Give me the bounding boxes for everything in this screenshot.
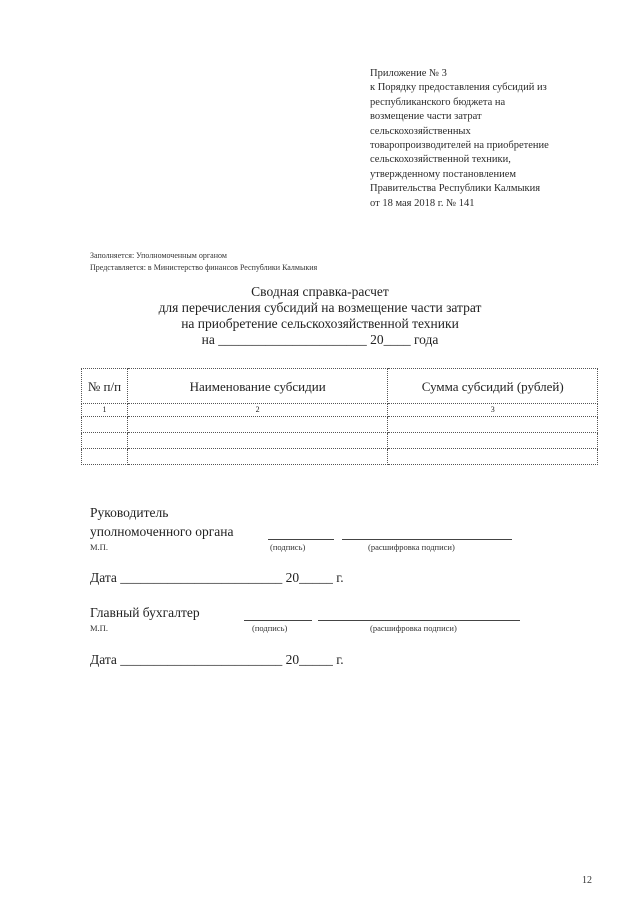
- title-line-2: для перечисления субсидий на возмещение части затрат: [158, 300, 482, 315]
- stamp-mark: М.П.: [90, 542, 108, 552]
- appendix-line: утвержденному постановлением: [370, 168, 517, 180]
- head-title-line-1: Руководитель: [90, 505, 169, 520]
- accountant-signature-line[interactable]: [244, 620, 312, 621]
- header-number: № п/п: [82, 369, 128, 404]
- table-column-numbers-row: [82, 404, 598, 417]
- signature-caption: (подпись): [252, 623, 288, 633]
- filled-by-note: Заполняется: Уполномоченным органом: [90, 251, 227, 260]
- title-line-4: на ______________________ 20____ года: [201, 332, 439, 347]
- header-subsidy-amount: Сумма субсидий (рублей): [388, 369, 598, 404]
- appendix-line: от 18 мая 2018 г. № 141: [370, 197, 475, 209]
- head-decoding-line[interactable]: [342, 539, 512, 540]
- title-line-3: на приобретение сельскохозяйственной техники: [181, 316, 459, 331]
- appendix-line: возмещение части затрат: [370, 111, 482, 123]
- head-title-line-2: уполномоченного органа: [90, 524, 234, 539]
- accountant-title: Главный бухгалтер: [90, 605, 200, 620]
- head-signature-line[interactable]: [268, 539, 334, 540]
- appendix-line: к Порядку предоставления субсидий из: [370, 82, 547, 94]
- table-row: [82, 433, 598, 449]
- table-cell[interactable]: [127, 417, 388, 433]
- appendix-line: Приложение № 3: [370, 68, 447, 79]
- table-cell[interactable]: [82, 433, 128, 449]
- submitted-to-note: Представляется: в Министерство финансов Республики Калмыкия: [90, 263, 318, 272]
- appendix-line: Правительства Республики Калмыкия: [370, 183, 541, 195]
- appendix-line: товаропроизводителей на приобретение: [370, 140, 549, 152]
- table-header-row: [82, 369, 598, 404]
- table-cell[interactable]: [388, 433, 598, 449]
- stamp-mark: М.П.: [90, 623, 108, 633]
- table-cell[interactable]: [82, 417, 128, 433]
- date-field-1: Дата ________________________ 20_____ г.: [90, 570, 344, 585]
- appendix-line: сельскохозяйственной техники,: [370, 154, 511, 166]
- table-row: [82, 449, 598, 465]
- appendix-line: сельскохозяйственных: [370, 125, 471, 137]
- document-title: [60, 284, 580, 348]
- accountant-decoding-line[interactable]: [318, 620, 520, 621]
- column-number: 2: [127, 404, 388, 417]
- date-field-2: Дата ________________________ 20_____ г.: [90, 652, 344, 667]
- signature-caption: (подпись): [270, 542, 306, 552]
- table-cell[interactable]: [388, 417, 598, 433]
- table-cell[interactable]: [82, 449, 128, 465]
- title-line-1: Сводная справка-расчет: [251, 284, 389, 299]
- page-number: 12: [582, 875, 592, 886]
- column-number: 3: [388, 404, 598, 417]
- appendix-line: республиканского бюджета на: [370, 96, 506, 108]
- table-cell[interactable]: [127, 433, 388, 449]
- decoding-caption: (расшифровка подписи): [370, 623, 457, 633]
- subsidy-table: [81, 368, 598, 465]
- header-subsidy-name: Наименование субсидии: [127, 369, 388, 404]
- table-cell[interactable]: [127, 449, 388, 465]
- column-number: 1: [82, 404, 128, 417]
- table-row: [82, 417, 598, 433]
- decoding-caption: (расшифровка подписи): [368, 542, 455, 552]
- appendix-header: [370, 67, 610, 211]
- table-cell[interactable]: [388, 449, 598, 465]
